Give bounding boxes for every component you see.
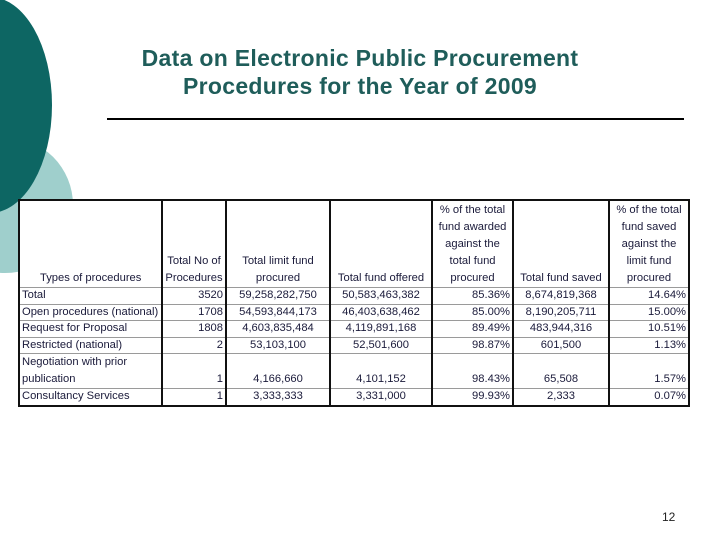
header-offered: Total fund offered	[330, 200, 432, 288]
slide-title-line-2: Procedures for the Year of 2009	[182, 73, 538, 99]
row-type: Request for Proposal	[19, 321, 162, 338]
row-pct-awarded: 98.43%	[432, 354, 513, 389]
title-divider	[107, 118, 684, 120]
row-offered: 3,331,000	[330, 389, 432, 406]
row-count: 1	[162, 354, 226, 389]
row-offered: 52,501,600	[330, 337, 432, 354]
table-row	[19, 389, 689, 406]
row-pct-saved: 14.64%	[609, 288, 689, 305]
table-row	[19, 304, 689, 321]
row-type-line-2: publication	[22, 373, 76, 385]
header-saved: Total fund saved	[513, 200, 609, 288]
table-row	[19, 354, 689, 389]
row-pct-saved: 0.07%	[609, 389, 689, 406]
row-type	[19, 354, 162, 389]
header-type: Types of procedures	[19, 200, 162, 288]
procurement-table	[18, 199, 690, 407]
row-pct-saved: 10.51%	[609, 321, 689, 338]
slide-title	[70, 44, 650, 100]
row-pct-awarded: 85.36%	[432, 288, 513, 305]
header-limit: Total limit fund procured	[226, 200, 330, 288]
header-pct-awarded: % of the total fund awarded against the total fund procured	[432, 200, 513, 288]
row-limit: 54,593,844,173	[226, 304, 330, 321]
row-saved: 65,508	[513, 354, 609, 389]
row-count: 3520	[162, 288, 226, 305]
row-limit: 53,103,100	[226, 337, 330, 354]
row-saved: 483,944,316	[513, 321, 609, 338]
row-saved: 601,500	[513, 337, 609, 354]
row-pct-awarded: 89.49%	[432, 321, 513, 338]
page-number: 12	[662, 510, 676, 524]
table-row	[19, 321, 689, 338]
row-type: Restricted (national)	[19, 337, 162, 354]
row-saved: 8,190,205,711	[513, 304, 609, 321]
row-count: 1708	[162, 304, 226, 321]
row-pct-saved: 1.13%	[609, 337, 689, 354]
row-offered: 4,119,891,168	[330, 321, 432, 338]
row-pct-awarded: 85.00%	[432, 304, 513, 321]
row-offered: 50,583,463,382	[330, 288, 432, 305]
table-row	[19, 288, 689, 305]
row-type: Open procedures (national)	[19, 304, 162, 321]
row-limit: 59,258,282,750	[226, 288, 330, 305]
slide-title-line-1: Data on Electronic Public Procurement	[141, 45, 579, 71]
row-pct-saved: 1.57%	[609, 354, 689, 389]
row-type: Total	[19, 288, 162, 305]
procurement-table-container	[18, 199, 690, 407]
header-pct-saved: % of the total fund saved against the limit fund procured	[609, 200, 689, 288]
row-count: 1	[162, 389, 226, 406]
row-limit: 4,603,835,484	[226, 321, 330, 338]
row-offered: 4,101,152	[330, 354, 432, 389]
header-count: Total No of Procedures	[162, 200, 226, 288]
row-pct-saved: 15.00%	[609, 304, 689, 321]
row-count: 1808	[162, 321, 226, 338]
row-pct-awarded: 99.93%	[432, 389, 513, 406]
table-header-row	[19, 200, 689, 288]
row-offered: 46,403,638,462	[330, 304, 432, 321]
row-count: 2	[162, 337, 226, 354]
row-limit: 3,333,333	[226, 389, 330, 406]
row-limit: 4,166,660	[226, 354, 330, 389]
table-row	[19, 337, 689, 354]
row-pct-awarded: 98.87%	[432, 337, 513, 354]
row-saved: 2,333	[513, 389, 609, 406]
row-type: Consultancy Services	[19, 389, 162, 406]
row-saved: 8,674,819,368	[513, 288, 609, 305]
row-type-line-1: Negotiation with prior	[22, 356, 128, 368]
